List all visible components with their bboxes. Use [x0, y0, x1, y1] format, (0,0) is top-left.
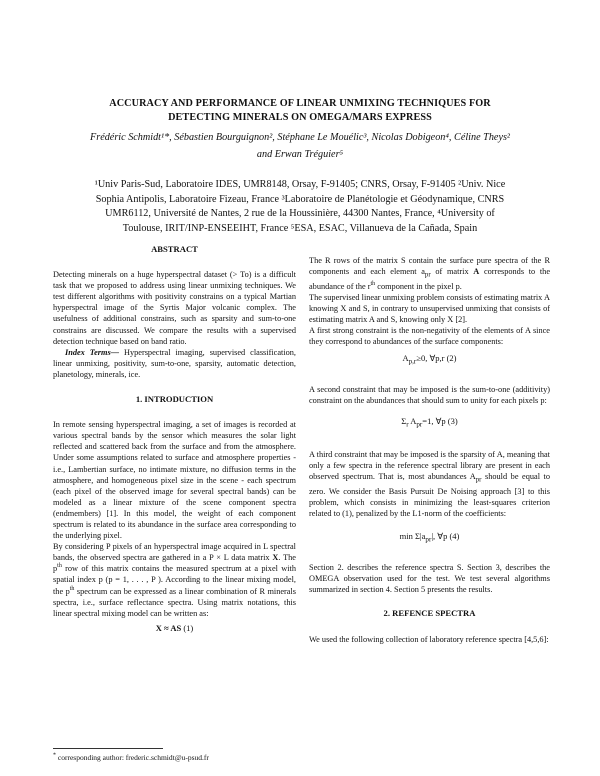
intro-paragraph-1: In remote sensing hyperspectral imaging, a set of images is recorded at various spectral bands by the sensor which measures the solar light reflected and scattered back from the surface and from the atmosphere. Under some assumptions related to surface and atmosphere properties - i.e., Lambertian surface, no intimate mixture, no diffusion terms in the atmosphere, and homogeneous pixel size in the scene - each spectrum (each pixel of the observed image for several spectral bands) can be modeled as a linear mixture of the scene component spectra (endmembers) [1]. In this model, the weight of each component spectrum is related to its abundance in the surface area corresponding to the underlying pixel.	[53, 420, 296, 541]
footnote-mark: *	[53, 752, 56, 759]
intro-p2-sup-2: th	[69, 585, 75, 592]
intro-p2-text-d: spectrum can be expressed as a linear combination of R minerals spectra, i.e., surface reflectance spectra. Using matrix notations, this linear spectral mixing model can be written as:	[53, 586, 297, 618]
title-line-1: ACCURACY AND PERFORMANCE OF LINEAR UNMIXING TECHNIQUES FOR	[109, 98, 491, 109]
right-paragraph-7: We used the following collection of laboratory reference spectra [4,5,6]:	[309, 634, 549, 644]
right-p1-sup: th	[370, 281, 376, 288]
intro-p2-matrix-x: X	[272, 553, 279, 563]
affiliation-line-4: Toulouse, IRIT/INP-ENSEEIHT, France ⁵ESA, ESAC, Villanueva de la Cañada, Spain	[122, 222, 478, 234]
equation-1	[53, 623, 296, 634]
right-column	[309, 255, 550, 645]
right-p5-sub: pr	[475, 477, 482, 484]
equation-2-rest: ≥0, ∀p,r (2)	[416, 353, 457, 364]
right-paragraph-6: Section 2. describes the reference spectra S. Section 3, describes the OMEGA observation used for the test. We test several algorithms summarized in section 4. Section 5 presents the results.	[309, 563, 550, 595]
right-paragraph-5	[309, 449, 550, 519]
right-p1-text-c: corresponds to the abundance of the r	[309, 267, 551, 291]
index-terms-list: Hyperspectral imaging, supervised classification, linear unmixing, positivity, sum-to-one, sparsity, automatic detection, planetology, minerals, ice.	[53, 347, 297, 379]
equation-4	[309, 531, 550, 546]
equation-3-sub: r	[406, 421, 409, 430]
equation-3-sub-2: pr	[416, 421, 423, 430]
authors-line-2: and Erwan Tréguier⁵	[256, 149, 344, 160]
equation-4-a: min Σ|a	[399, 531, 426, 542]
affiliations	[40, 178, 560, 236]
equation-4-sub: pr	[425, 536, 432, 545]
equation-2	[309, 353, 550, 368]
intro-paragraph-2	[53, 541, 296, 619]
right-paragraph-4: A second constraint that may be imposed is the sum-to-one (additivity) constraint on the abundances that should sum to unity for each pixels p:	[309, 385, 550, 406]
right-paragraph-1	[309, 255, 550, 292]
right-paragraph-2: The supervised linear unmixing problem consists of estimating matrix A knowing X and S, in contrary to unsupervised unmixing that consists of estimating matrix A and S, knowing only X [2].	[309, 292, 550, 325]
equation-1-body: X ≈ AS	[155, 622, 182, 633]
footnote	[53, 753, 296, 762]
equation-3-sigma: Σ	[401, 416, 407, 427]
introduction-heading: 1. INTRODUCTION	[135, 394, 214, 405]
affiliation-line-1: ¹Univ Paris-Sud, Laboratoire IDES, UMR8148, Orsay, F-91405; CNRS, Orsay, F-91405 ²Univ. Nice	[94, 179, 506, 190]
equation-2-a: A	[402, 353, 409, 364]
footnote-divider	[53, 748, 163, 749]
title-line-2: DETECTING MINERALS ON OMEGA/MARS EXPRESS	[168, 112, 432, 123]
intro-p2-sup: th	[57, 563, 62, 570]
equation-3-rest: =1, ∀p (3)	[422, 416, 458, 427]
intro-p2-text-c: row of this matrix contains the measured spectrum at a pixel with spatial index p (p = 1, . . . , P ). According to the linear mixing model, the p	[53, 564, 296, 596]
equation-2-sub: p,r	[408, 358, 417, 367]
right-p1-matrix-a: A	[473, 267, 480, 277]
right-p5-text-a: A third constraint that may be imposed is the sparsity of A, meaning that only a few spectra in the reference spectral library are present in each observed spectrum. That is, most abundances A	[309, 450, 550, 482]
equation-1-number: (1)	[183, 622, 194, 633]
right-p1-text-b: of matrix	[430, 267, 474, 277]
author-list	[30, 129, 570, 163]
intro-p2-text-a: By considering P pixels of an hyperspectral image acquired in L spectral bands, the observed spectra are gathered in a P × L data matrix	[53, 542, 296, 563]
equation-3-a: A	[408, 416, 417, 427]
abstract-heading: ABSTRACT	[151, 244, 198, 254]
footnote-text: corresponding author: frederic.schmidt@u-psud.fr	[56, 753, 209, 762]
affiliation-line-3: UMR6112, Université de Nantes, 2 rue de la Houssinière, 44300 Nantes, France, ⁴University of	[105, 208, 495, 220]
equation-4-rest: |, ∀p (4)	[431, 531, 460, 542]
intro-p2-text-b: . The p	[53, 553, 296, 574]
index-terms	[53, 347, 296, 380]
right-p1-text-a: The R rows of the matrix S contain the surface pure spectra of the R components and each element a	[309, 256, 550, 277]
right-p5-text-b: should be equal to zero. We consider the Basis Pursuit De Noising approach [3] to this problem, which consists in minimizing the least-squares criterion related to (1), penalized by the L1-norm of the coefficients:	[309, 472, 550, 519]
paper-title	[60, 97, 540, 125]
right-p1-text-d: component in the pixel p.	[375, 281, 462, 291]
left-column	[53, 244, 296, 634]
affiliation-line-2: Sophia Antipolis, Laboratoire Fizeau, France ³Laboratoire de Planétologie et Géodynamique, CNRS	[95, 193, 505, 205]
abstract-text: Detecting minerals on a huge hyperspectral dataset (> To) is a difficult task that we proposed to address using linear unmixing techniques. We test different algorithms with positivity constrains on a typical Martian hyperspectral image of the Syrtis Major volcanic complex. The usefulness of additional constrains, such as sparsity and sum-to-one constrains are discussed. We compare the results with a supervised detection technique based on band ratio.	[53, 270, 296, 346]
reference-spectra-heading: 2. REFENCE SPECTRA	[383, 608, 476, 619]
authors-line-1: Frédéric Schmidt¹*, Sébastien Bourguignon², Stéphane Le Mouélic³, Nicolas Dobigeon⁴, Céline Theys²	[90, 132, 510, 143]
index-terms-label: Index Terms—	[65, 347, 119, 357]
equation-3	[309, 416, 550, 431]
right-paragraph-3: A first strong constraint is the non-negativity of the elements of A since they correspond to abundances of the surface components:	[309, 326, 550, 347]
right-p1-sub: pr	[424, 271, 431, 279]
